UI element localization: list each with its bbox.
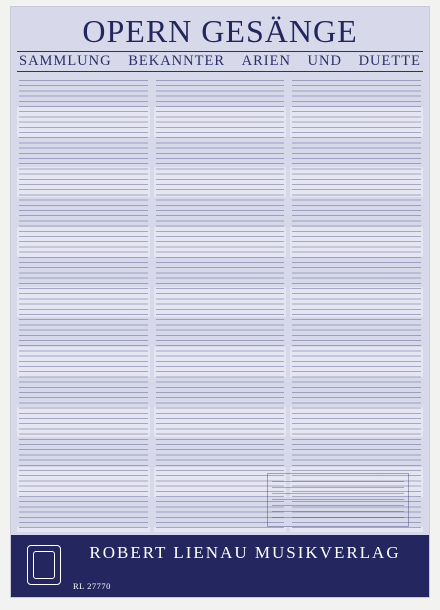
cover-title: OPERN GESÄNGE — [82, 13, 358, 49]
contents-column-3 — [290, 77, 423, 532]
illegible-legend-lines — [272, 478, 404, 522]
contents-column-2 — [154, 77, 287, 532]
contents-list — [17, 77, 423, 532]
title-rule-top — [17, 51, 423, 52]
subtitle-word-5: DUETTE — [358, 53, 421, 69]
subtitle-word-1: SAMMLUNG — [19, 53, 112, 69]
contents-column-1 — [17, 77, 150, 532]
title-rule-bottom — [17, 71, 423, 72]
cover-subtitle — [19, 53, 421, 70]
catalog-number: RL 27770 — [73, 581, 111, 591]
subtitle-word-4: UND — [307, 53, 342, 69]
illegible-text-lines — [19, 77, 148, 532]
publisher-emblem-icon — [27, 545, 61, 585]
subtitle-word-3: ARIEN — [241, 53, 291, 69]
subtitle-word-2: BEKANNTER — [128, 53, 226, 69]
sheet-music-cover — [10, 6, 430, 598]
publisher-band — [11, 535, 429, 597]
illegible-text-lines — [292, 77, 421, 532]
publisher-name: ROBERT LIENAU MUSIKVERLAG — [89, 543, 401, 562]
voice-legend-box — [267, 473, 409, 527]
illegible-text-lines — [156, 77, 285, 532]
